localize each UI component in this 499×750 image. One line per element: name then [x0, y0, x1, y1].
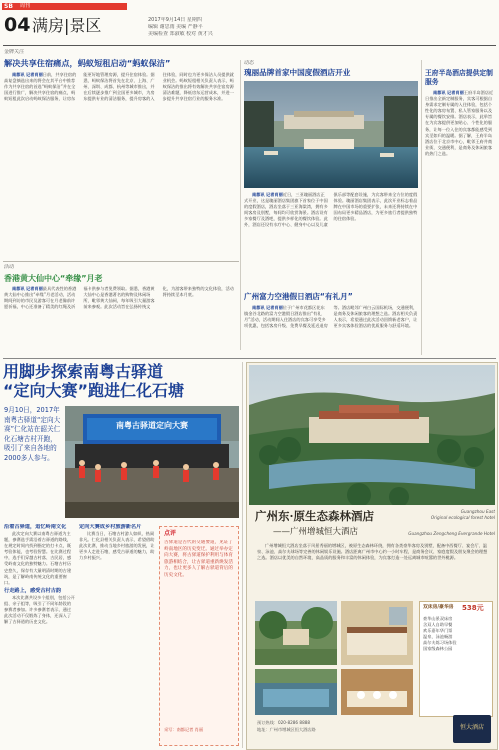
- left-mid-article: [3, 264, 239, 356]
- hotel-dining-photo: [341, 669, 413, 715]
- ad-address: 地址：广州市增城区恒大酒店路: [257, 727, 316, 732]
- column-divider: [421, 60, 422, 355]
- right-top-article: [425, 60, 496, 353]
- paper-tag: 周刊: [20, 3, 31, 9]
- offer-item: 国家级森林公园: [423, 646, 453, 652]
- feature-sidebar: [159, 526, 239, 746]
- body-2: 本次比赛共设多个组别，包括公开组、亲子组等，吸引了不同年龄段的参赛者参加。许多参赛者表示，通过此次活动不仅锻炼了身体，还深入了解了古驿道的历史文化。: [4, 594, 75, 625]
- article-body: [4, 286, 237, 356]
- offer-item: 含双人自助早餐: [423, 622, 453, 628]
- page-title: 满房|景区: [32, 16, 102, 35]
- hotel-logo-text: 恒大酒店: [459, 724, 484, 731]
- hotel-aerial-photo: [249, 365, 495, 505]
- proof-line: 美编检查 郑淑敏 校对 黄才兴: [148, 31, 213, 37]
- article-body: [425, 90, 496, 352]
- ad-subtitle: ——广州增城恒大酒店: [273, 527, 359, 537]
- hotel-garden-photo: [255, 601, 337, 665]
- hotel-advertisement: [246, 362, 498, 750]
- date-line: 2017年9月14日 星期四: [148, 17, 202, 23]
- body-text: 位于广州市花都区花东镇金谷北路的富力空港假日酒店推出“有礼月”活动，活动期间入住酒店的宾客可享受多项优惠，包括客房升级、免费早餐及延迟退房等。酒店毗邻广州白云国际机场，交通便利，是商务及休闲旅客的理想之选。酒店相关负责人表示，希望通过此次活动回馈新老客户，让更多宾客体验酒店的优质服务与舒适环境。: [244, 305, 418, 329]
- feature-article: [3, 362, 239, 748]
- subhead-1: 沿着古驿道，追忆岭南文化: [4, 524, 67, 530]
- hotel-room-photo: [341, 601, 413, 665]
- event-photo: [65, 406, 239, 518]
- article-body: [244, 192, 418, 288]
- paper-logo: SB: [4, 3, 13, 10]
- byline: 南都讯 记者肖丽: [12, 286, 43, 291]
- offer-list: [423, 616, 489, 696]
- body-1: 此次定向大赛以南粤古驿道为主题，参赛选手需沿着古驿道的路线，在规定时间内找到指定的打卡点，既考验体能，也考验智慧。在比赛过程中，选手们穿越古村落、古民居，感受岭南文化的独特魅力。石塘古村历史悠久，保存有大量明清时期的古建筑，是了解岭南传统文化的重要窗口。: [4, 531, 72, 585]
- middle-top-article: [244, 60, 418, 290]
- headline: 广州富力空港假日酒店“有礼月”: [244, 292, 353, 301]
- offer-item: 高尔夫练习场体验: [423, 640, 457, 646]
- feature-headline-1: 用脚步探索南粤古驿道: [3, 362, 164, 381]
- body-text: 日前，共享住宿的高复盘摘选出来的将会在其平台中推荐作为共享住宿的首选“蚂蚁保洁”并在全国进行推广，解决共享住宿的痛点，蚂蚁短租此次启动蚂蚁保洁服务，让房东能更好地管理房源，提升住宿体验。据悉，蚂蚁保洁将首先在北京、上海、广州、深圳、成都、杭州等城市推出，并在后续逐步推广到全国更多城市，为房东提供专业的清洁服务，提升房客的入住体验，同时也为更多保洁人员提供就业机会。蚂蚁短租相关负责人表示，蚂蚁保洁的推出将有效解决共享住宿房源清洁难题，降低房东运营成本，并进一步提升共享住宿行业的服务水准。: [4, 72, 234, 102]
- brand-en-2: Original ecological forest hotel: [430, 515, 495, 520]
- hotel-pool-photo: [244, 81, 418, 188]
- sidebar-byline: 采写：南都记者 肖丽: [164, 727, 204, 732]
- event-banner-text: 南粤古驿道定向大赛: [116, 421, 188, 430]
- body-3: 比赛当日，石塘古村游人如织，热闹非凡。仁化县相关负责人表示，希望借助此次比赛，推动当地乡村旅游的发展，让更多人走进石塘，感受古驿道的魅力，助力乡村振兴。: [79, 531, 155, 561]
- column-divider: [240, 60, 241, 350]
- offer-item: 欢乐嘉年华门票: [423, 628, 453, 634]
- brand-en-1: Guangzhou East: [460, 509, 495, 514]
- offer-box: [419, 601, 493, 717]
- feature-column-1: [4, 524, 75, 746]
- editor-line: 编辑 谢思雨 美编 严静平: [148, 24, 203, 30]
- brand-en-3: Guangzhou Zengcheng Evergrande Hotel: [408, 531, 495, 536]
- ad-title: 广州东·原生态森林酒店: [255, 509, 375, 523]
- feature-lead: 9月10日，2017年南粤古驿道“定向大赛”仁化站在韶关仁化石塘古村开跑，吸引了来自各地的2000多人参与。: [4, 406, 61, 462]
- feature-column-2: [79, 524, 155, 746]
- offer-item: 豪华山景双床房: [423, 616, 453, 621]
- byline: 南都讯 记者肖丽: [252, 192, 283, 197]
- left-top-article: [3, 49, 239, 259]
- byline: 南都讯 记者肖丽: [12, 72, 43, 77]
- headline: 王府半岛酒店提供定制服务: [425, 69, 493, 86]
- middle-lower-article: [244, 292, 418, 354]
- section-label: 活动: [4, 264, 15, 270]
- article-body: [244, 305, 418, 355]
- section-rule: [3, 261, 239, 262]
- hotel-logo: [453, 715, 491, 743]
- body-text: 近日，三亚瑰丽酒店正式开业，这是瑰丽酒店集团旗下首家位于中国的度假酒店，酒店坐落于三亚海棠湾，拥有多间客房及别墅，每间均可欣赏海景。酒店设有多家餐厅及酒吧，提供多样化的餐饮体验。此外，酒店还设有水疗中心、健身中心以及儿童俱乐部等配套设施，为宾客带来全方位的度假体验。瑰丽酒店集团表示，此次开业标志着品牌在中国市场的重要扩张，未来还将持续在中国布局更多精品酒店，为更多旅行者提供独特的住宿体验。: [244, 192, 418, 228]
- headline: 瑰丽品牌首家中国度假酒店开业: [244, 68, 351, 77]
- offer-item: 温泉、泳池畅游: [423, 634, 453, 640]
- section-label: 金牌关注: [4, 49, 25, 55]
- sidebar-body: 古驿道是古代的交通要道，见证了岭南地区的历史变迁。通过举办定向大赛，将古驿道保护利用与体育旅游相结合，让古驿道重新焕发活力，也让更多人了解古驿道背后的历史文化。: [164, 540, 233, 578]
- body-text: 王府半岛酒店近日推出全新定制服务，宾客可根据自身需求定制专属的入住体验，包括个性化的客房布置、私人管家服务以及专属的餐饮安排。酒店表示，此举旨在为宾客提供更加贴心、个性化的服务，让每一位入住的宾客都能感受到宾至如归的温暖。据了解，王府半岛酒店位于北京市中心，毗邻王府井商业街，交通便利，是商务及休闲旅客的热门之选。: [425, 90, 494, 156]
- sidebar-title: 点评: [164, 530, 177, 537]
- offer-price: 538元: [462, 604, 484, 612]
- section-rule: [3, 358, 496, 359]
- article-body: [4, 72, 237, 259]
- headline: 香港黄大仙中心“牵缘”月老: [4, 274, 103, 283]
- headline: 解决共享住宿痛点，蚂蚁短租启动“蚂蚁保洁”: [4, 58, 171, 68]
- offer-title: 双床房/豪华房: [423, 605, 454, 610]
- byline: 南都讯 记者肖丽: [252, 305, 283, 310]
- section-label: 动态: [244, 60, 255, 66]
- column-divider: [242, 362, 243, 748]
- subhead-2: 行走路上，感受古村古韵: [4, 587, 62, 594]
- subhead-3: 定向大赛成乡村旅游新名片: [79, 524, 142, 530]
- masthead: [0, 0, 499, 46]
- ad-contact: 预订热线：020-8286 8888: [257, 720, 311, 725]
- ad-body: 广州增城恒大酒店坐落于风景秀丽的增城区，被原生态森林环绕，拥有各类豪华客房及别墅，配备中西餐厅、宴会厅、温泉、泳池、高尔夫球场等完善的休闲娱乐设施。酒店距离广州市中心约一小时车程，是商务会议、家庭度假及朋友聚会的理想之选。酒店以优美的自然环境、高品质的服务和丰富的休闲体验，为宾客打造一处远离城市喧嚣的世外桃源。: [257, 543, 488, 561]
- masthead-rule: [3, 45, 496, 46]
- hotel-pool-small-photo: [255, 669, 337, 715]
- byline: 南都讯 记者肖丽: [433, 90, 464, 95]
- body-text: 最具代表性的香港黄大仙中心推出“牵缘”月老活动，活动期间到访的市民及游客可在月老像前许愿祈福，中心还准备了精美的红绳及祈福卡供参与者免费领取。据悉，香港黄大仙中心是香港著名的购物及休闲场所，毗邻黄大仙祠，每年吸引大量游客前来参观。此次活动旨在弘扬传统文化，为游客带来独特的文化体验，活动将持续至本月底。: [4, 286, 234, 310]
- page-number: 04: [4, 14, 31, 36]
- feature-headline-2: “定向大赛”跑进仁化石塘: [3, 381, 185, 400]
